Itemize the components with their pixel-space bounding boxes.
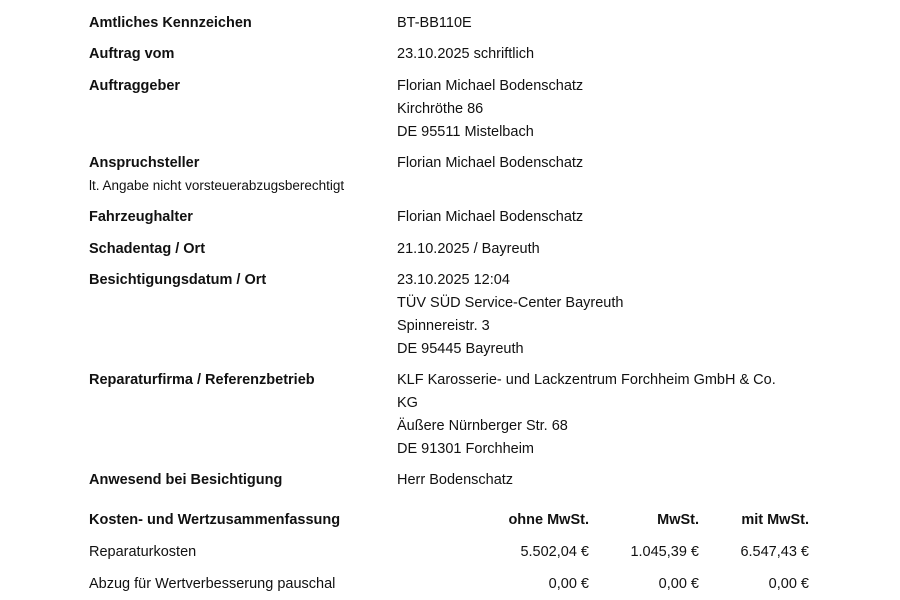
field-label: Auftrag vom: [89, 46, 175, 62]
value-line: DE 91301 Forchheim: [397, 441, 535, 457]
field-label: Schadentag / Ort: [89, 241, 206, 257]
value-line: Kirchröthe 86: [397, 101, 484, 117]
field-value: [397, 155, 809, 172]
cost-net-value: 5.502,04 €: [520, 544, 589, 560]
field-label: Anwesend bei Besichtigung: [89, 472, 283, 488]
cost-row-label: Abzug für Wertverbesserung pauschal: [89, 576, 336, 592]
field-value: [397, 78, 809, 141]
column-header-net: ohne MwSt.: [508, 512, 589, 528]
cost-summary-title: Kosten- und Wertzusammenfassung: [89, 512, 341, 528]
cost-net-value: 0,00 €: [548, 576, 589, 592]
field-value: [397, 472, 809, 489]
value-line: 23.10.2025 schriftlich: [397, 46, 535, 62]
field-label: Besichtigungsdatum / Ort: [89, 272, 267, 288]
field-label: Fahrzeughalter: [89, 209, 193, 225]
field-value: [397, 272, 809, 358]
value-line: KLF Karosserie- und Lackzentrum Forchheim GmbH & Co.: [397, 372, 776, 388]
cost-gross-value: 0,00 €: [768, 576, 809, 592]
value-line: DE 95511 Mistelbach: [397, 124, 534, 140]
value-line: Äußere Nürnberger Str. 68: [397, 418, 568, 434]
value-line: Florian Michael Bodenschatz: [397, 155, 584, 171]
field-value: [397, 241, 809, 258]
value-line: DE 95445 Bayreuth: [397, 341, 524, 357]
cost-gross-value: 6.547,43 €: [740, 544, 809, 560]
column-header-gross: mit MwSt.: [741, 512, 809, 528]
field-label: Auftraggeber: [89, 78, 181, 94]
value-line: 21.10.2025 / Bayreuth: [397, 241, 540, 257]
value-line: BT-BB110E: [397, 15, 472, 31]
value-line: TÜV SÜD Service-Center Bayreuth: [397, 295, 624, 311]
field-label: Amtliches Kennzeichen: [89, 15, 252, 31]
cost-vat-value: 1.045,39 €: [630, 544, 699, 560]
field-sublabel: lt. Angabe nicht vorsteuerabzugsberechtigt: [89, 178, 345, 193]
field-value: [397, 15, 809, 32]
value-line: Herr Bodenschatz: [397, 472, 514, 488]
cost-vat-value: 0,00 €: [658, 576, 699, 592]
field-value: [397, 46, 809, 63]
value-line: Spinnereistr. 3: [397, 318, 490, 334]
field-label: Anspruchsteller: [89, 155, 200, 171]
column-header-vat: MwSt.: [657, 512, 699, 528]
value-line: 23.10.2025 12:04: [397, 272, 510, 288]
value-line: Florian Michael Bodenschatz: [397, 78, 584, 94]
field-value: [397, 209, 809, 226]
field-label: Reparaturfirma / Referenzbetrieb: [89, 372, 315, 388]
value-line: Florian Michael Bodenschatz: [397, 209, 584, 225]
value-line: KG: [397, 395, 418, 411]
field-value: [397, 372, 809, 458]
cost-row-label: Reparaturkosten: [89, 544, 197, 560]
